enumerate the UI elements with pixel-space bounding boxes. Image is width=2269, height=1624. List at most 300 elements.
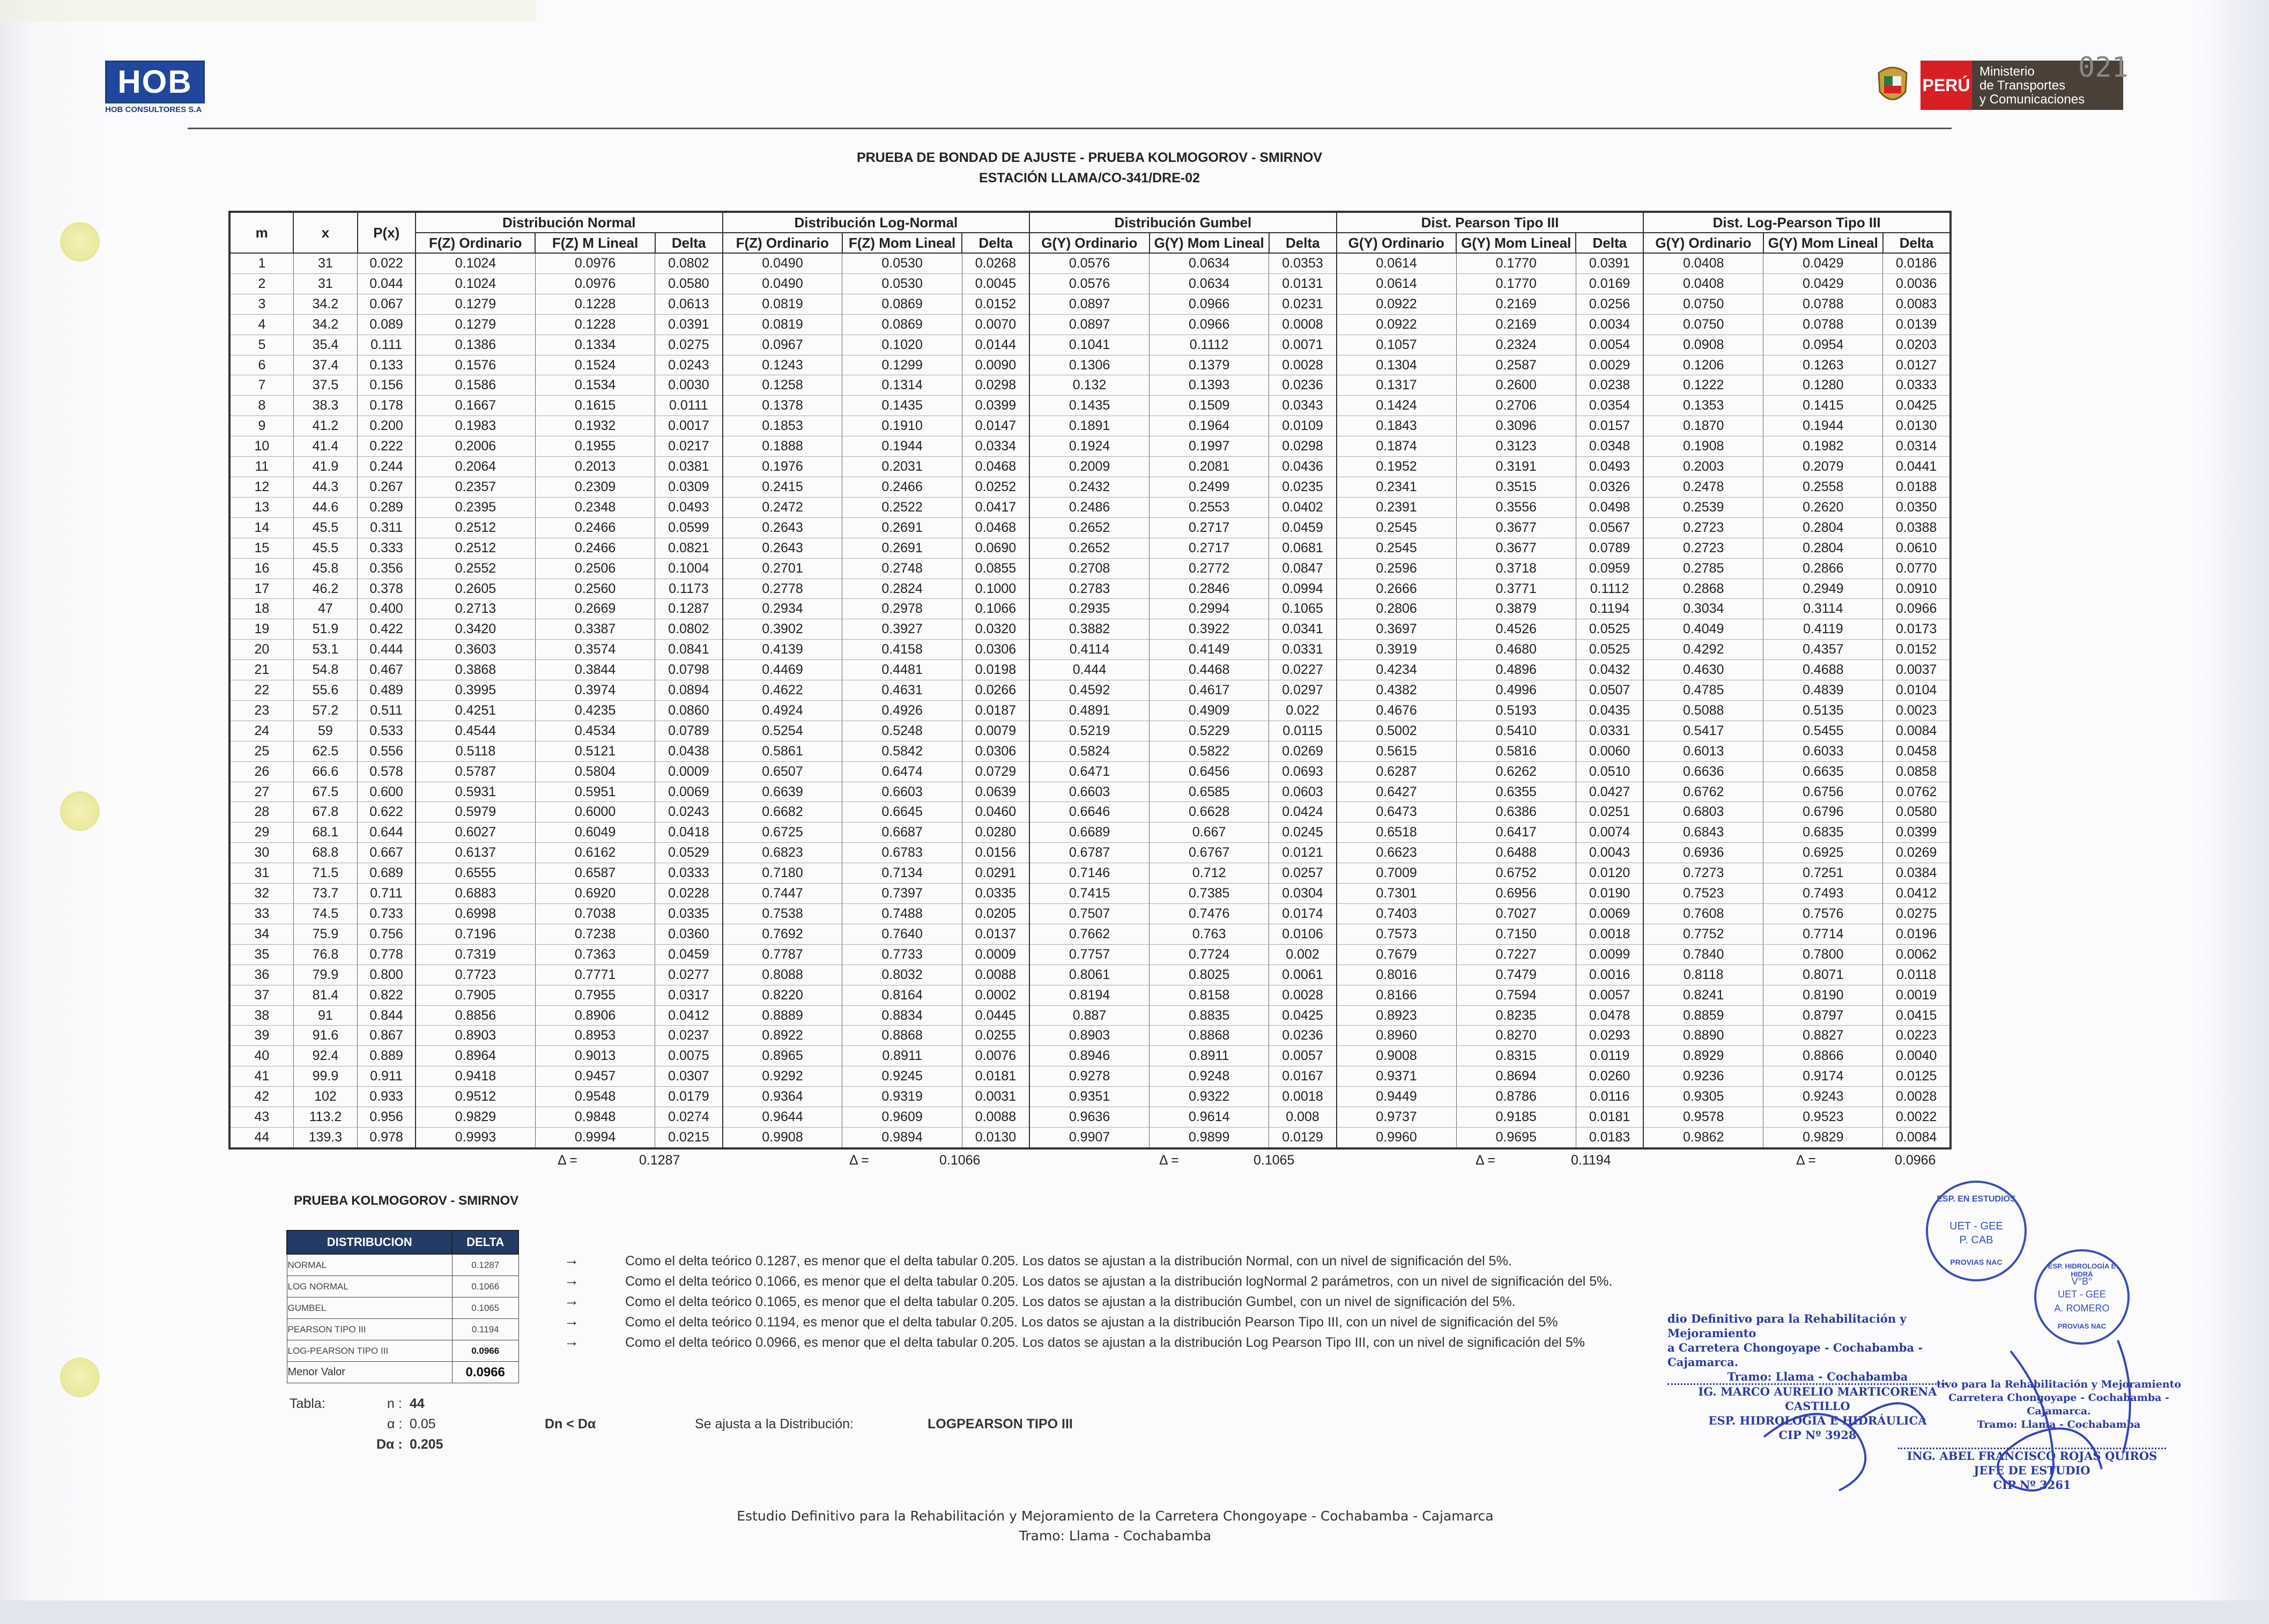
table-cell: 0.0348 [1576,436,1643,457]
table-cell: 0.6628 [1150,802,1269,822]
table-cell: 4 [229,314,293,335]
subheader-cell: F(Z) M Lineal [535,233,655,253]
table-cell: 0.9278 [1029,1066,1149,1087]
stamp-line: ESP. HIDROLOGÍA E HIDRÁ [2048,1262,2116,1278]
table-cell: 0.9848 [535,1107,655,1128]
table-cell: 0.9899 [1150,1127,1269,1148]
table-cell: 0.0333 [1883,375,1951,396]
table-cell: 8 [229,396,293,416]
table-cell: 0.9185 [1456,1107,1576,1128]
table-cell: 25 [229,741,293,761]
table-cell: 0.0525 [1576,619,1643,640]
table-cell: 22 [229,680,293,701]
table-cell: 0.0427 [1576,782,1643,802]
table-cell: 0.1874 [1337,436,1456,457]
table-row [229,761,1951,782]
table-cell: 0.6033 [1763,741,1883,761]
table-cell: 0.0062 [1883,944,1951,965]
table-cell: 0.6603 [1029,782,1149,802]
group-gumbel: Distribución Gumbel [1029,212,1337,233]
table-cell: 0.8088 [723,965,842,985]
table-cell: 57.2 [293,700,357,721]
table-cell: 0.9243 [1763,1087,1883,1107]
page-subtitle: ESTACIÓN LLAMA/CO-341/DRE-02 [978,170,1200,186]
table-cell: 0.0129 [1269,1127,1337,1148]
table-cell: 0.0693 [1269,761,1337,782]
table-cell: 0.0275 [655,335,723,355]
stamp-line: PROVIAS NAC [1950,1258,2003,1266]
subheader-cell: G(Y) Ordinario [1029,233,1149,253]
table-cell: 0.2600 [1456,375,1576,396]
table-cell: 0.8911 [1150,1046,1269,1066]
table-cell: 0.1353 [1643,396,1763,416]
table-cell: 0.0493 [1576,457,1643,477]
table-row [229,843,1951,863]
stamp-line: A. ROMERO [2054,1303,2110,1314]
table-cell: 0.4630 [1643,660,1763,680]
table-cell: 0.0116 [1576,1087,1643,1107]
table-cell: 0.1424 [1337,396,1456,416]
table-cell: 0.3879 [1456,599,1576,619]
table-cell: 0.0147 [962,416,1029,436]
table-cell: 0.0223 [1883,1026,1951,1046]
table-cell: 102 [293,1087,357,1107]
table-cell: 0.7476 [1150,904,1269,924]
dalpha-label: Dα : [376,1437,403,1452]
stamp-line: UET - GEE [1949,1220,2003,1232]
table-cell: 0.956 [358,1107,416,1128]
table-cell: 0.0069 [1576,904,1643,924]
table-cell: 0.0228 [655,884,723,904]
table-cell: 0.2701 [723,558,842,579]
table-cell: 0.0959 [1576,558,1643,579]
table-cell: 0.0908 [1643,335,1763,355]
table-cell: 0.5804 [535,761,655,782]
table-cell: 0.0088 [962,965,1029,985]
table-cell: 0.7180 [723,863,842,884]
table-cell: 0.6783 [842,843,962,863]
table-cell: 0.0634 [1150,273,1269,294]
binder-hole [60,791,100,831]
table-cell: 0.0060 [1576,741,1643,761]
table-cell: 0.0458 [1883,741,1951,761]
table-cell: 0.3922 [1150,619,1269,640]
table-cell: 0.156 [358,375,416,396]
table-row [229,335,1951,355]
table-cell: 26 [229,761,293,782]
max-delta-value: 0.1194 [1571,1153,1611,1168]
table-cell: 33 [229,904,293,924]
sig-line: dio Definitivo para la Rehabilitación y Mejoramiento [1667,1312,1907,1340]
summary-delta: 0.1066 [452,1276,518,1297]
table-cell: 0.4251 [416,700,535,721]
conclusion-text: Como el delta teórico 0.1287, es menor que el delta tabular 0.205. Los datos se ajustan a la distribución Normal, con un nivel de significación del 5%. [625,1254,1512,1269]
table-cell: 0.3844 [535,660,655,680]
table-cell: 0.3603 [416,640,535,660]
table-cell: 0.6027 [416,822,535,843]
table-cell: 0.9862 [1643,1127,1763,1148]
table-cell: 17 [229,579,293,599]
table-cell: 0.0530 [842,253,962,273]
table-cell: 0.0256 [1576,294,1643,314]
table-cell: 0.0137 [962,924,1029,944]
table-row [229,782,1951,802]
table-cell: 0.5417 [1643,721,1763,741]
signer-role: JEFE DE ESTUDIO [1974,1464,2090,1477]
table-cell: 0.0131 [1269,273,1337,294]
table-cell: 0.0507 [1576,680,1643,701]
table-cell: 0.1280 [1763,375,1883,396]
table-cell: 0.8235 [1456,1005,1576,1026]
table-cell: 9 [229,416,293,436]
table-cell: 27 [229,782,293,802]
table-cell: 0.0424 [1269,802,1337,822]
table-cell: 0.2652 [1029,517,1149,538]
table-cell: 0.311 [358,517,416,538]
table-cell: 0.0894 [655,680,723,701]
table-cell: 0.2348 [535,497,655,517]
table-cell: 0.7608 [1643,904,1763,924]
table-cell: 0.4139 [723,640,842,660]
table-cell: 0.0186 [1883,253,1951,273]
table-cell: 0.1379 [1150,355,1269,375]
table-cell: 0.0298 [962,375,1029,396]
table-row [229,294,1951,314]
table-cell: 0.3123 [1456,436,1576,457]
table-cell: 0.733 [358,904,416,924]
table-row [229,1127,1951,1148]
table-cell: 45.5 [293,517,357,538]
table-cell: 0.1024 [416,273,535,294]
table-cell: 0.0252 [962,477,1029,497]
table-cell: 0.422 [358,619,416,640]
summary-body [287,1254,518,1383]
table-cell: 0.2691 [842,538,962,558]
table-cell: 0.2785 [1643,558,1763,579]
table-cell: 0.0530 [842,273,962,294]
table-cell: 0.0034 [1576,314,1643,335]
table-cell: 0.1228 [535,314,655,335]
table-cell: 0.489 [358,680,416,701]
table-cell: 62.5 [293,741,357,761]
table-cell: 0.7363 [535,944,655,965]
table-cell: 0.4688 [1763,660,1883,680]
summary-dist: GUMBEL [287,1297,452,1319]
table-cell: 31 [229,863,293,884]
table-cell: 75.9 [293,924,357,944]
table-cell: 0.1206 [1643,355,1763,375]
table-row [229,680,1951,701]
table-cell: 0.7955 [535,985,655,1005]
table-cell: 53.1 [293,640,357,660]
table-cell: 0.0043 [1576,843,1643,863]
table-cell: 0.5861 [723,741,842,761]
table-cell: 0.4534 [535,721,655,741]
table-cell: 0.9174 [1763,1066,1883,1087]
table-cell: 0.7757 [1029,944,1149,965]
table-cell: 0.0275 [1883,904,1951,924]
table-cell: 0.1910 [842,416,962,436]
table-cell: 38 [229,1005,293,1026]
table-cell: 59 [293,721,357,741]
table-cell: 0.2558 [1763,477,1883,497]
table-cell: 0.0307 [655,1066,723,1087]
table-cell: 0.0847 [1269,558,1337,579]
table-cell: 0.0127 [1883,355,1951,375]
table-cell: 0.0408 [1643,253,1763,273]
table-cell: 0.9248 [1150,1066,1269,1087]
table-cell: 0.8903 [416,1026,535,1046]
table-row [229,314,1951,335]
table-cell: 0.0187 [962,700,1029,721]
table-cell: 0.2003 [1643,457,1763,477]
table-cell: 0.578 [358,761,416,782]
table-cell: 0.667 [1150,822,1269,843]
table-cell: 0.2596 [1337,558,1456,579]
table-cell: 0.0432 [1576,660,1643,680]
table-cell: 0.8061 [1029,965,1149,985]
table-cell: 0.0009 [655,761,723,782]
table-cell: 0.8786 [1456,1087,1576,1107]
summary-dist: LOG-PEARSON TIPO III [287,1340,452,1362]
table-cell: 0.0071 [1269,335,1337,355]
table-cell: 18 [229,599,293,619]
table-cell: 41.2 [293,416,357,436]
table-cell: 0.022 [1269,700,1337,721]
table-cell: 0.1243 [723,355,842,375]
table-cell: 0.556 [358,741,416,761]
table-cell: 0.1334 [535,335,655,355]
table-cell: 0.0090 [962,355,1029,375]
table-cell: 0.0317 [655,985,723,1005]
stamp-line: PROVIAS NAC [2057,1322,2107,1330]
table-cell: 0.1393 [1150,375,1269,396]
table-cell: 40 [229,1046,293,1066]
table-cell: 0.0897 [1029,314,1149,335]
table-cell: 0.3868 [416,660,535,680]
table-cell: 16 [229,558,293,579]
table-cell: 0.7447 [723,884,842,904]
adjust-value: LOGPEARSON TIPO III [928,1417,1073,1432]
peru-brand: PERÚ [1921,61,1972,110]
table-cell: 0.0069 [655,782,723,802]
table-cell: 0.9418 [416,1066,535,1087]
table-cell: 0.2652 [1029,538,1149,558]
table-cell: 0.1314 [842,375,962,396]
table-cell: 0.2620 [1763,497,1883,517]
table-cell: 0.067 [358,294,416,314]
table-cell: 0.0022 [1883,1107,1951,1128]
table-cell: 0.7479 [1456,965,1576,985]
table-cell: 0.2691 [842,517,962,538]
table-cell: 0.1667 [416,396,535,416]
table-row [229,1005,1951,1026]
table-cell: 0.4357 [1763,640,1883,660]
table-cell: 0.0174 [1269,904,1337,924]
table-cell: 0.2804 [1763,517,1883,538]
table-cell: 0.0203 [1883,335,1951,355]
table-cell: 79.9 [293,965,357,985]
table-cell: 0.4114 [1029,640,1149,660]
table-cell: 0.4996 [1456,680,1576,701]
table-cell: 46.2 [293,579,357,599]
table-cell: 20 [229,640,293,660]
table-cell: 0.2868 [1643,579,1763,599]
table-cell: 34 [229,924,293,944]
table-cell: 0.2466 [535,538,655,558]
table-cell: 0.0040 [1883,1046,1951,1066]
table-cell: 0.9548 [535,1087,655,1107]
table-row [229,1046,1951,1066]
table-cell: 0.1065 [1269,599,1337,619]
table-cell: 0.1944 [842,436,962,457]
sig-line: Tramo: Llama - Cochabamba [1727,1370,1908,1383]
table-cell: 0.0061 [1269,965,1337,985]
table-cell: 0.0412 [655,1005,723,1026]
table-cell: 0.0169 [1576,273,1643,294]
table-cell: 0.7692 [723,924,842,944]
table-cell: 0.2539 [1643,497,1763,517]
table-cell: 0.2064 [416,457,535,477]
table-cell: 0.0306 [962,741,1029,761]
table-cell: 0.1770 [1456,273,1576,294]
table-row [229,863,1951,884]
table-cell: 0.9644 [723,1107,842,1128]
table-cell: 24 [229,721,293,741]
table-cell: 0.0084 [1883,1127,1951,1148]
table-cell: 45.8 [293,558,357,579]
table-cell: 0.0019 [1883,985,1951,1005]
table-cell: 0.2499 [1150,477,1269,497]
table-cell: 0.6162 [535,843,655,863]
table-cell: 0.6843 [1643,822,1763,843]
table-cell: 0.0391 [655,314,723,335]
table-cell: 0.0181 [962,1066,1029,1087]
table-cell: 0.5824 [1029,741,1149,761]
table-cell: 0.7752 [1643,924,1763,944]
table-cell: 14 [229,517,293,538]
table-cell: 0.6646 [1029,802,1149,822]
delta-label: Δ = [1796,1153,1816,1168]
table-cell: 0.2605 [416,579,535,599]
table-cell: 0.6787 [1029,843,1149,863]
table-cell: 0.0179 [655,1087,723,1107]
subheader-cell: Delta [1883,233,1951,253]
table-cell: 0.0293 [1576,1026,1643,1046]
stamp-line: P. CAB [1959,1234,1993,1246]
table-cell: 0.6725 [723,822,842,843]
table-cell: 0.1415 [1763,396,1883,416]
dalpha-value: 0.205 [410,1437,443,1452]
table-cell: 0.8016 [1337,965,1456,985]
folio-number: 021 [2078,51,2129,84]
table-row [229,884,1951,904]
table-cell: 0.6645 [842,802,962,822]
table-cell: 0.2552 [416,558,535,579]
table-cell: 0.3995 [416,680,535,701]
table-cell: 0.6687 [842,822,962,843]
table-cell: 0.9609 [842,1107,962,1128]
table-cell: 35.4 [293,335,357,355]
table-cell: 0.2643 [723,538,842,558]
table-cell: 31 [293,273,357,294]
sig-line: a Carretera Chongoyape - Cochabamba - Cajamarca. [1667,1341,1923,1369]
table-cell: 0.0802 [655,253,723,273]
table-cell: 0.6262 [1456,761,1576,782]
table-cell: 0.0576 [1029,273,1149,294]
table-cell: 0.1983 [416,416,535,436]
table-cell: 0.822 [358,985,416,1005]
table-cell: 7 [229,375,293,396]
arrow-right-icon: → [564,1292,579,1309]
arrow-right-icon: → [564,1333,579,1349]
table-cell: 0.5254 [723,721,842,741]
table-cell: 34.2 [293,314,357,335]
summary-dist: PEARSON TIPO III [287,1319,452,1340]
table-cell: 0.5229 [1150,721,1269,741]
table-cell: 0.6639 [723,782,842,802]
table-cell: 0.0217 [655,436,723,457]
table-cell: 0.0580 [1883,802,1951,822]
table-cell: 66.6 [293,761,357,782]
table-cell: 0.0388 [1883,517,1951,538]
table-cell: 0.0603 [1269,782,1337,802]
table-cell: 0.008 [1269,1107,1337,1128]
table-cell: 0.0125 [1883,1066,1951,1087]
table-row [229,640,1951,660]
table-cell: 0.7724 [1150,944,1269,965]
table-cell: 0.5002 [1337,721,1456,741]
table-cell: 0.1299 [842,355,962,375]
table-cell: 0.0198 [962,660,1029,680]
summary-head-delta: DELTA [452,1230,518,1254]
table-cell: 0.0399 [1883,822,1951,843]
table-cell: 44 [229,1127,293,1148]
table-cell: 0.5088 [1643,700,1763,721]
table-cell: 0.6636 [1643,761,1763,782]
table-cell: 0.1194 [1576,599,1643,619]
table-cell: 0.0314 [1883,436,1951,457]
table-cell: 0.6767 [1150,843,1269,863]
table-cell: 0.2866 [1763,558,1883,579]
table-cell: 0.6473 [1337,802,1456,822]
table-cell: 113.2 [293,1107,357,1128]
table-cell: 0.0243 [655,802,723,822]
table-cell: 0.1112 [1150,335,1269,355]
subheader-cell: G(Y) Ordinario [1643,233,1763,253]
table-cell: 0.0320 [962,619,1029,640]
table-cell: 43 [229,1107,293,1128]
table-cell: 0.6920 [535,884,655,904]
table-cell: 0.0099 [1576,944,1643,965]
alpha-label: α : [387,1417,403,1432]
table-cell: 0.1888 [723,436,842,457]
table-cell: 0.3771 [1456,579,1576,599]
table-cell: 0.5931 [416,782,535,802]
table-cell: 0.6013 [1643,741,1763,761]
table-cell: 0.4049 [1643,619,1763,640]
table-cell: 42 [229,1087,293,1107]
table-cell: 0.3882 [1029,619,1149,640]
table-cell: 44.3 [293,477,357,497]
handwritten-signatures [1678,1330,2161,1507]
table-cell: 36 [229,965,293,985]
table-cell: 0.0335 [655,904,723,924]
table-cell: 0.7196 [416,924,535,944]
table-cell: 0.8835 [1150,1005,1269,1026]
table-cell: 0.756 [358,924,416,944]
table-cell: 0.0750 [1643,314,1763,335]
